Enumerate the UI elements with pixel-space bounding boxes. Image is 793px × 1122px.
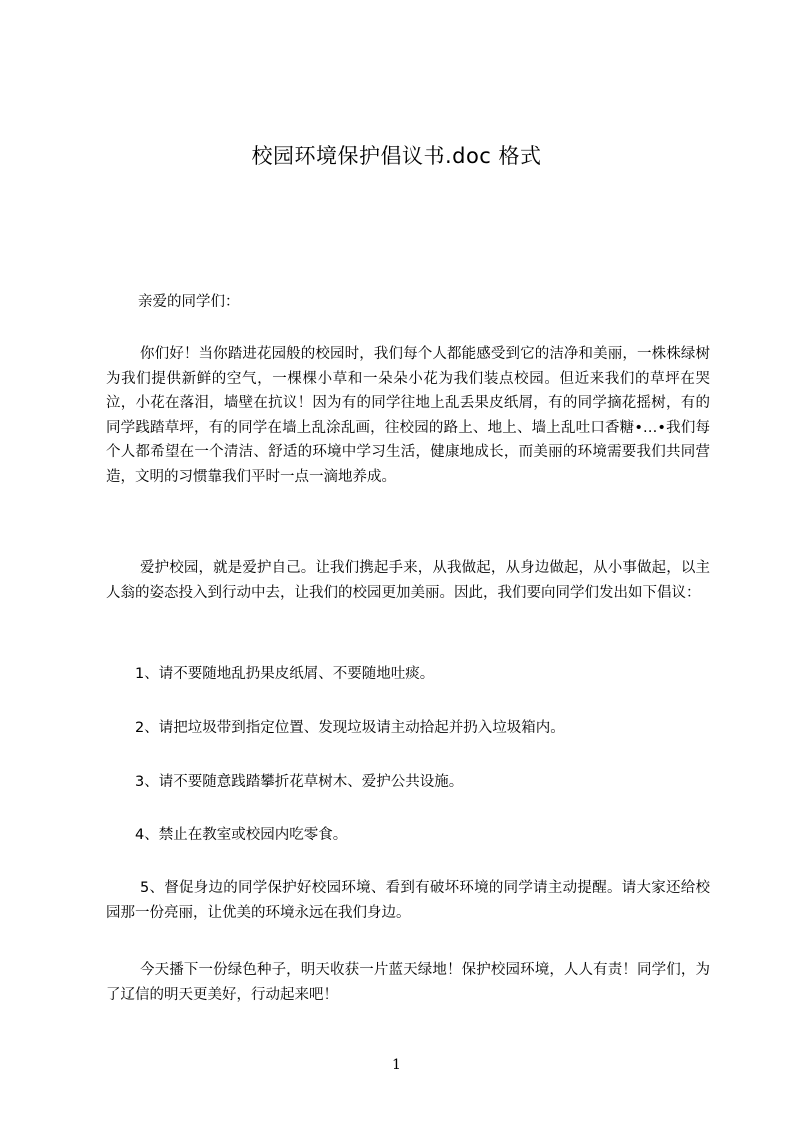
proposal-item: 2、请把垃圾带到指定位置、发现垃圾请主动拾起并扔入垃圾箱内。: [135, 720, 565, 736]
page-number: 1: [392, 1057, 401, 1073]
salutation: 亲爱的同学们：: [138, 294, 240, 310]
call-paragraph: 爱护校园，就是爱护自己。让我们携起手来，从我做起，从身边做起，从小事做起，以主人翁的姿态投入到行动中去，让我们的校园更加美丽。因此，我们要向同学们发出如下倡议：: [106, 560, 710, 601]
greeting-paragraph: 你们好！当你踏进花园般的校园时，我们每个人都能感受到它的洁净和美丽，一株株绿树为我们提供新鲜的空气，一棵棵小草和一朵朵小花为我们装点校园。但近来我们的草坪在哭泣，小花在落泪，墙壁在抗议！因为有的同学往地上乱丢果皮纸屑，有的同学摘花摇树，有的同学践踏草坪，有的同学在墙上乱涂乱画，往校园的路上、地上、墙上乱吐口香糖•…•我们每个人都希望在一个清洁、舒适的环境中学习生活，健康地成长，而美丽的环境需要我们共同营造，文明的习惯靠我们平时一点一滴地养成。: [106, 346, 710, 485]
closing-paragraph: 今天播下一份绿色种子，明天收获一片蓝天绿地！保护校园环境，人人有责！同学们，为了辽信的明天更美好，行动起来吧！: [106, 962, 710, 1003]
proposal-item: 1、请不要随地乱扔果皮纸屑、不要随地吐痰。: [135, 666, 435, 682]
proposal-item: 5、督促身边的同学保护好校园环境、看到有破坏环境的同学请主动提醒。请大家还给校园那一份亮丽，让优美的环境永远在我们身边。: [106, 880, 710, 921]
proposal-item: 3、请不要随意践踏攀折花草树木、爱护公共设施。: [135, 774, 464, 790]
proposal-item: 4、禁止在教室或校园内吃零食。: [135, 827, 348, 843]
document-title: 校园环境保护倡议书.doc 格式: [251, 144, 542, 168]
